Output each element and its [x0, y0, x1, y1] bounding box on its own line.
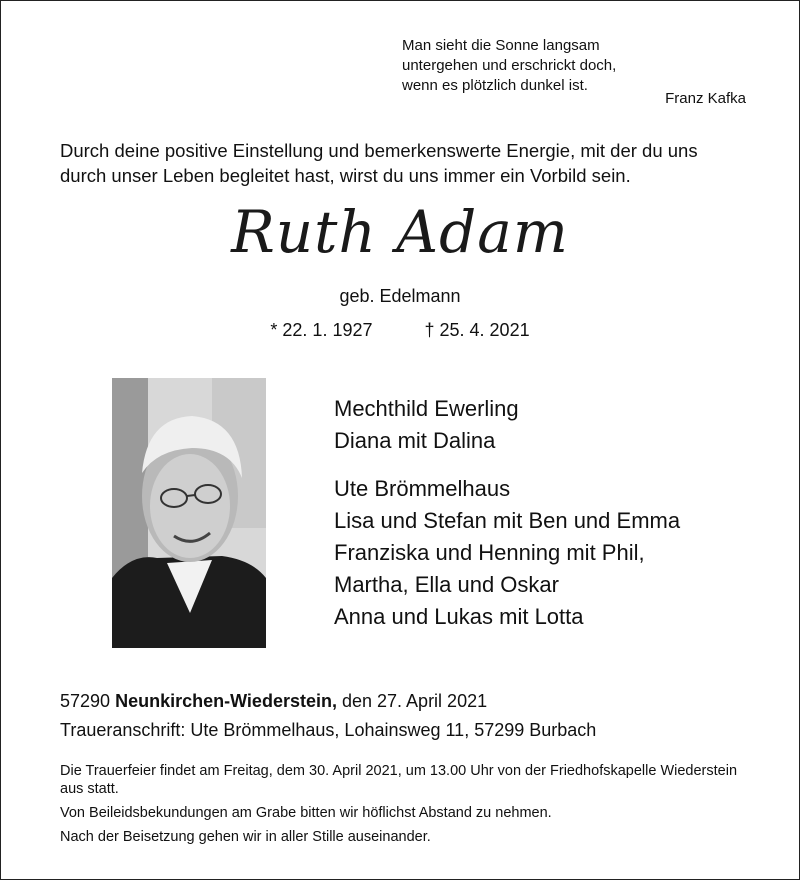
intro-line: durch unser Leben begleitet hast, wirst du uns immer ein Vorbild sein. — [60, 165, 631, 186]
note-line: Von Beileidsbekundungen am Grabe bitten wir höflichst Abstand zu nehmen. — [60, 805, 552, 821]
family-member: Martha, Ella und Oskar — [334, 572, 559, 597]
note-line: Die Trauerfeier findet am Freitag, dem 30. April 2021, um 13.00 Uhr von der Friedhofskapelle Wiederstein aus statt. — [60, 763, 738, 797]
family-member: Diana mit Dalina — [334, 428, 496, 453]
maiden-name: geb. Edelmann — [339, 286, 461, 306]
quote-line: wenn es plötzlich dunkel ist. — [402, 77, 588, 94]
kafka-quote — [402, 36, 747, 96]
postcode: 57290 — [60, 691, 111, 711]
portrait-photo — [112, 378, 266, 648]
family-group-1 — [334, 393, 519, 457]
quote-line: Man sieht die Sonne langsam — [402, 37, 600, 54]
family-group-2 — [334, 473, 680, 633]
family-member: Mechthild Ewerling — [334, 396, 519, 421]
family-member: Anna und Lukas mit Lotta — [334, 604, 584, 629]
deceased-name: Ruth Adam — [231, 198, 569, 266]
life-dates — [0, 320, 800, 341]
town: Neunkirchen-Wiederstein, — [115, 691, 337, 711]
birth-date: * 22. 1. 1927 — [270, 320, 373, 340]
quote-line: untergehen und erschrickt doch, — [402, 57, 617, 74]
announcement-date: den 27. April 2021 — [341, 691, 488, 711]
death-date: † 25. 4. 2021 — [424, 320, 530, 340]
place-and-date — [60, 691, 487, 712]
quote-author: Franz Kafka — [665, 90, 746, 107]
funeral-notes — [60, 762, 760, 852]
note-line: Nach der Beisetzung gehen wir in aller Stille auseinander. — [60, 829, 431, 845]
portrait-illustration — [112, 378, 266, 648]
intro-text — [60, 138, 760, 188]
family-member: Franziska und Henning mit Phil, — [334, 540, 645, 565]
mourning-address: Traueranschrift: Ute Brömmelhaus, Lohainsweg 11, 57299 Burbach — [60, 720, 597, 740]
family-member: Ute Brömmelhaus — [334, 476, 511, 501]
intro-line: Durch deine positive Einstellung und bemerkenswerte Energie, mit der du uns — [60, 140, 698, 161]
family-member: Lisa und Stefan mit Ben und Emma — [334, 508, 681, 533]
